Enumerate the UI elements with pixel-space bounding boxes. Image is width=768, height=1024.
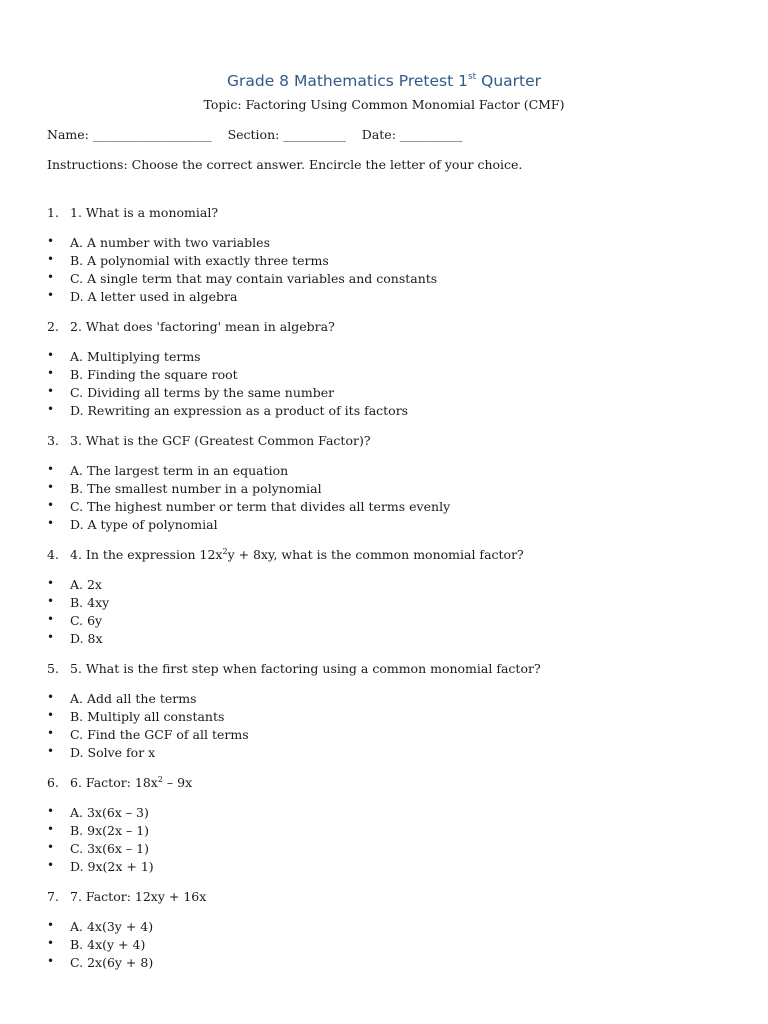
bullet-icon: • <box>47 498 55 512</box>
question-5 <box>47 661 747 691</box>
question-block-4 <box>47 547 747 649</box>
option-list <box>47 463 747 535</box>
bullet-icon: • <box>47 576 55 590</box>
option-list <box>47 805 747 877</box>
question-number: 7. <box>47 889 59 904</box>
bullet-icon: • <box>47 936 55 950</box>
bullet-icon: • <box>47 516 55 530</box>
bullet-icon: • <box>47 840 55 854</box>
question-text: 6. Factor: $18x^2 - 9x$ <box>70 775 193 790</box>
bullet-icon: • <box>47 288 55 302</box>
question-3 <box>47 433 747 463</box>
bullet-icon: • <box>47 366 55 380</box>
option-list <box>47 235 747 307</box>
bullet-icon: • <box>47 822 55 836</box>
option-b[interactable]: • B. 9x(2x – 1) <box>47 822 150 838</box>
question-block-3 <box>47 433 747 535</box>
option-c[interactable]: • C. A single term that may contain variables and constants <box>47 270 438 286</box>
bullet-icon: • <box>47 480 55 494</box>
bullet-icon: • <box>47 744 55 758</box>
page-title: Grade 8 Mathematics Pretest 1st Quarter <box>226 72 541 90</box>
question-text: 3. What is the GCF (Greatest Common Factor)? <box>70 433 371 448</box>
question-block-7 <box>47 889 747 973</box>
option-d[interactable]: • D. A letter used in algebra <box>47 288 238 304</box>
bullet-icon: • <box>47 954 55 968</box>
question-list <box>47 205 747 985</box>
option-list <box>47 691 747 763</box>
option-d[interactable]: • D. Rewriting an expression as a product of its factors <box>47 402 409 418</box>
bullet-icon: • <box>47 630 55 644</box>
option-a[interactable]: • A. Add all the terms <box>47 690 197 706</box>
section-field: Section: __________ <box>227 127 346 142</box>
option-b[interactable]: • B. Multiply all constants <box>47 708 225 724</box>
bullet-icon: • <box>47 690 55 704</box>
question-number: 5. <box>47 661 59 676</box>
bullet-icon: • <box>47 234 55 248</box>
bullet-icon: • <box>47 252 55 266</box>
question-text: 1. What is a monomial? <box>70 205 219 220</box>
bullet-icon: • <box>47 348 55 362</box>
question-text: 4. In the expression $12x^2y + 8xy$, what is the common monomial factor? <box>70 547 524 562</box>
bullet-icon: • <box>47 384 55 398</box>
option-d[interactable]: • D. 9x(2x + 1) <box>47 858 154 874</box>
option-b[interactable]: • B. Finding the square root <box>47 366 238 382</box>
question-6 <box>47 775 747 805</box>
question-7 <box>47 889 747 919</box>
question-number: 6. <box>47 775 59 790</box>
question-2 <box>47 319 747 349</box>
bullet-icon: • <box>47 612 55 626</box>
option-a[interactable]: • A. The largest term in an equation <box>47 462 289 478</box>
option-c[interactable]: • C. 6y <box>47 612 103 628</box>
option-c[interactable]: • C. 3x(6x – 1) <box>47 840 149 856</box>
option-a[interactable]: • A. 2x <box>47 576 102 592</box>
option-c[interactable]: • C. Dividing all terms by the same number <box>47 384 335 400</box>
question-number: 3. <box>47 433 59 448</box>
question-block-6 <box>47 775 747 877</box>
option-a[interactable]: • A. 3x(6x – 3) <box>47 804 149 820</box>
bullet-icon: • <box>47 462 55 476</box>
option-list <box>47 919 747 973</box>
question-text: 7. Factor: 12xy + 16x <box>70 889 207 904</box>
question-text: 2. What does 'factoring' mean in algebra? <box>70 319 335 334</box>
instructions: Instructions: Choose the correct answer. Encircle the letter of your choice. <box>47 157 523 172</box>
bullet-icon: • <box>47 708 55 722</box>
question-block-2 <box>47 319 747 421</box>
bullet-icon: • <box>47 402 55 416</box>
option-a[interactable]: • A. A number with two variables <box>47 234 270 250</box>
bullet-icon: • <box>47 858 55 872</box>
option-d[interactable]: • D. 8x <box>47 630 103 646</box>
option-b[interactable]: • B. A polynomial with exactly three terms <box>47 252 329 268</box>
question-number: 4. <box>47 547 59 562</box>
bullet-icon: • <box>47 726 55 740</box>
option-a[interactable]: • A. Multiplying terms <box>47 348 201 364</box>
student-info-line <box>47 127 462 142</box>
question-4 <box>47 547 747 577</box>
option-list <box>47 349 747 421</box>
option-list <box>47 577 747 649</box>
question-number: 1. <box>47 205 59 220</box>
bullet-icon: • <box>47 270 55 284</box>
name-field: Name: ___________________ <box>47 127 212 142</box>
date-field: Date: __________ <box>361 127 463 142</box>
question-1 <box>47 205 747 235</box>
bullet-icon: • <box>47 594 55 608</box>
bullet-icon: • <box>47 804 55 818</box>
option-b[interactable]: • B. The smallest number in a polynomial <box>47 480 322 496</box>
bullet-icon: • <box>47 918 55 932</box>
option-d[interactable]: • D. A type of polynomial <box>47 516 218 532</box>
option-d[interactable]: • D. Solve for x <box>47 744 156 760</box>
option-a[interactable]: • A. 4x(3y + 4) <box>47 918 154 934</box>
question-block-1 <box>47 205 747 307</box>
topic-line: Topic: Factoring Using Common Monomial Factor (CMF) <box>203 97 565 112</box>
question-text: 5. What is the first step when factoring using a common monomial factor? <box>70 661 541 676</box>
option-c[interactable]: • C. 2x(6y + 8) <box>47 954 154 970</box>
option-b[interactable]: • B. 4xy <box>47 594 110 610</box>
option-c[interactable]: • C. The highest number or term that divides all terms evenly <box>47 498 451 514</box>
option-c[interactable]: • C. Find the GCF of all terms <box>47 726 249 742</box>
option-b[interactable]: • B. 4x(y + 4) <box>47 936 146 952</box>
question-block-5 <box>47 661 747 763</box>
question-number: 2. <box>47 319 59 334</box>
